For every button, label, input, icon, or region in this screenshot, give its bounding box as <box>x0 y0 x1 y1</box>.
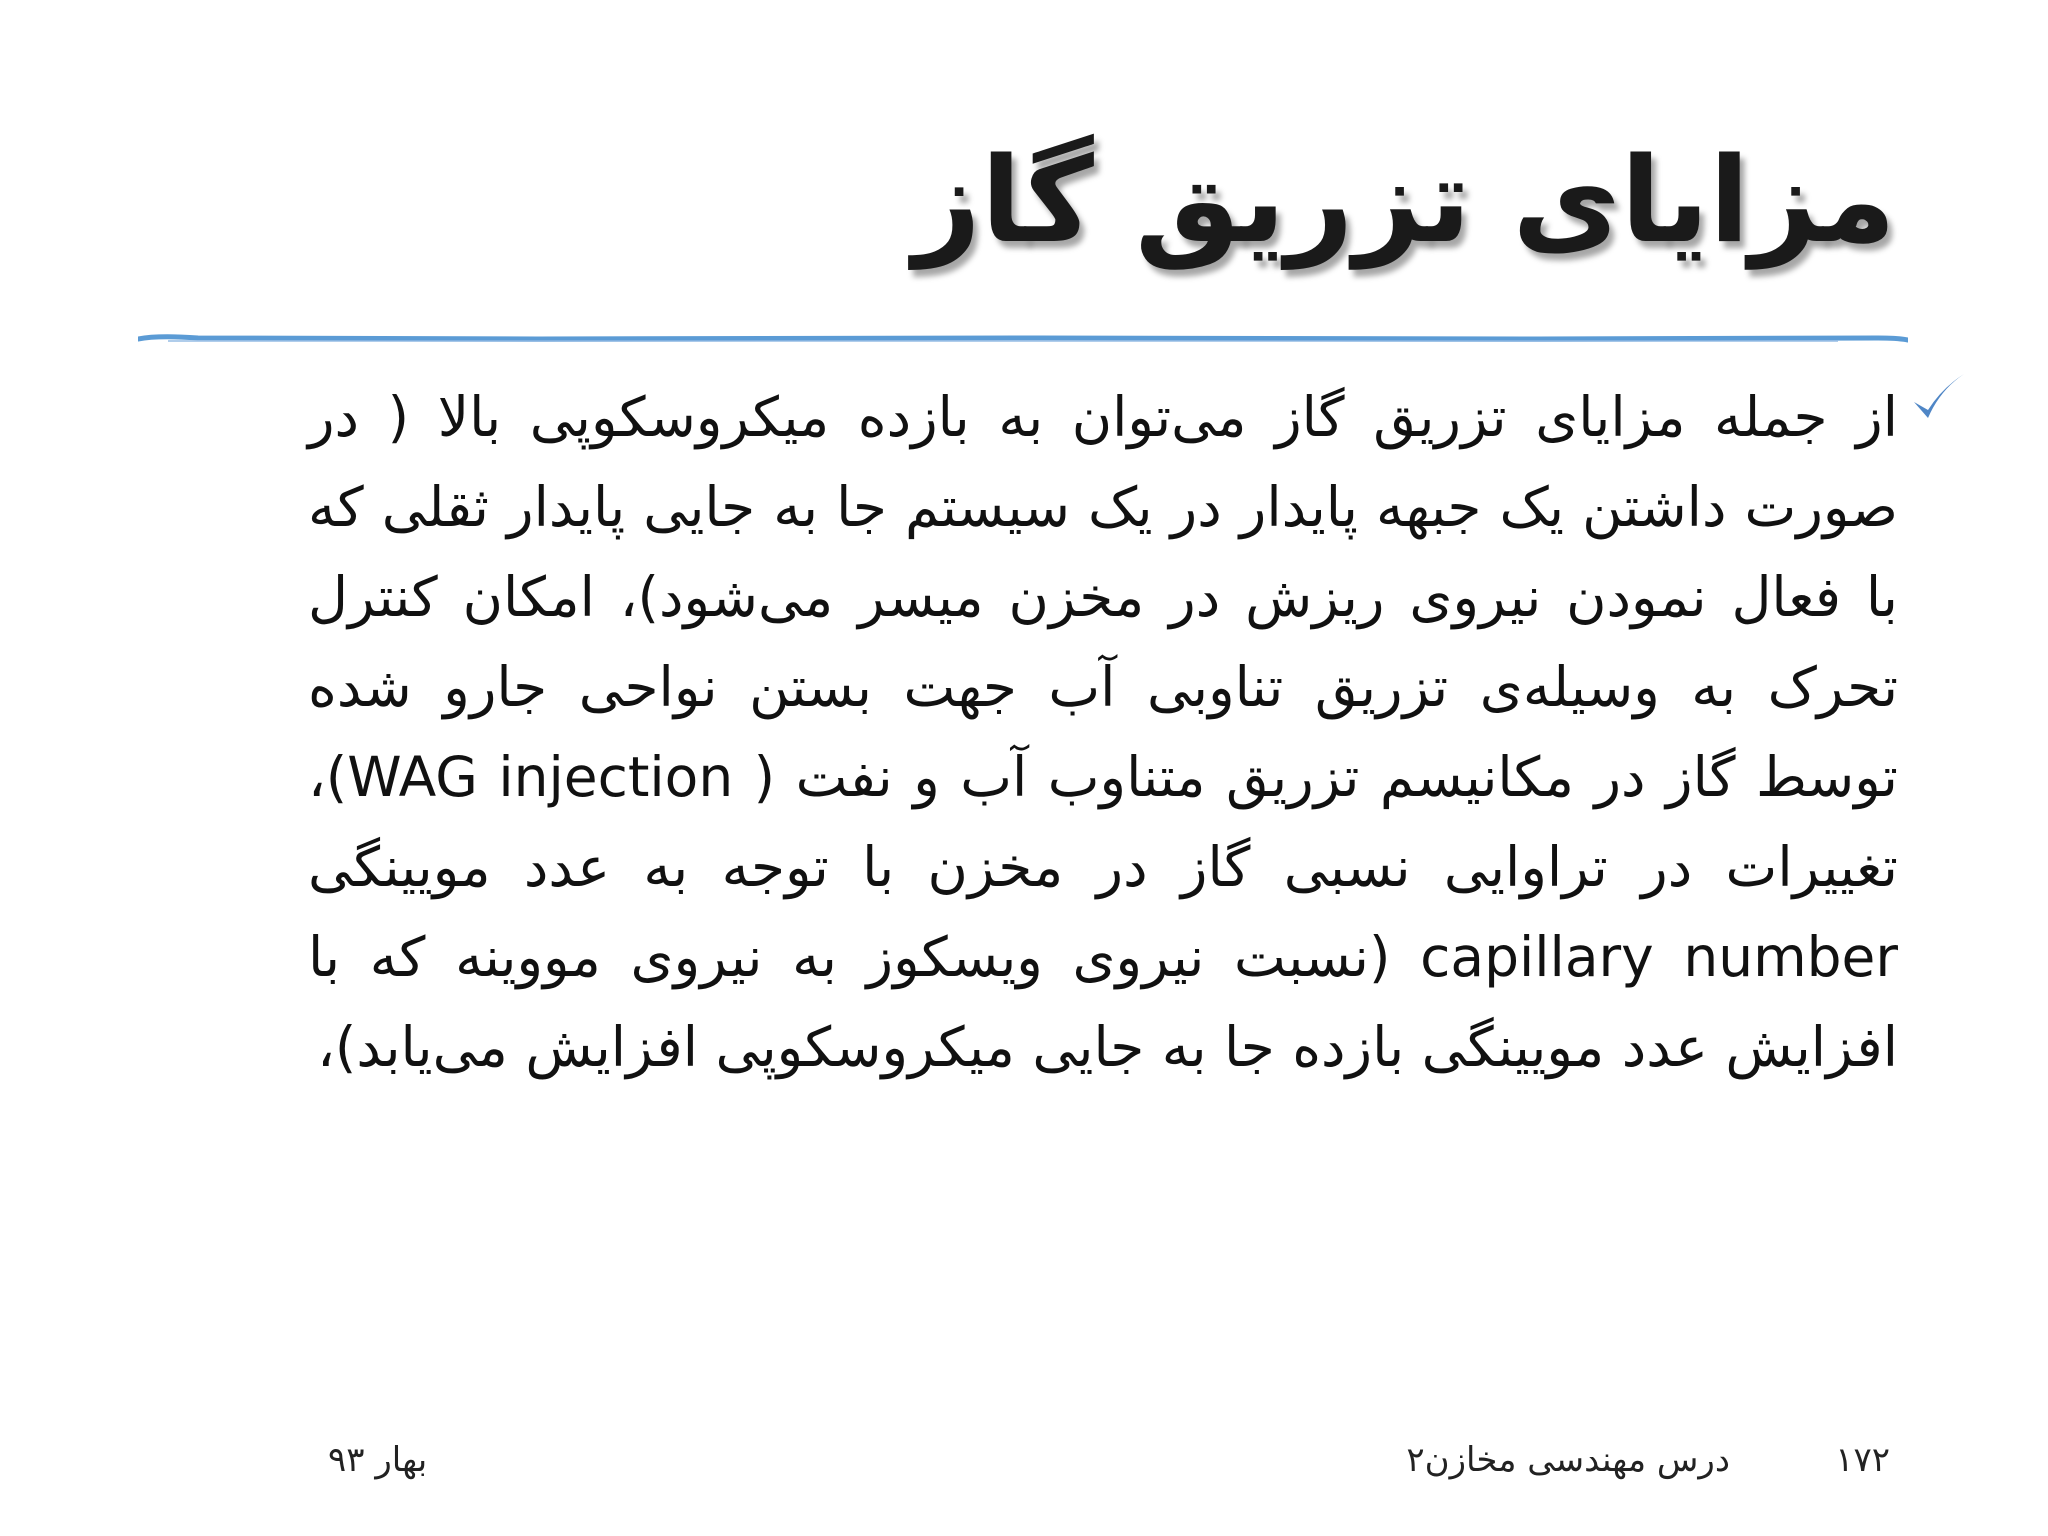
slide-body: از جمله مزایای تزریق گاز می‌توان به بازده میکروسکوپی بالا ( در صورت داشتن یک جبهه پایدار در یک سیستم جا به جایی پایدار ثقلی که با فعال نمودن نیروی ریزش در مخزن میسر می‌شود)، امکان کنترل تحرک به وسیله‌ی تزریق تناوبی آب جهت بستن نواحی جارو شده توسط گاز در مکانیسم تزریق متناوب آب و نفت ( WAG injection)، تغییرات در تراوایی نسبی گاز در مخزن با توجه به عدد مویینگی capillary number (نسبت نیروی ویسکوز به نیروی مووینه که با افزایش عدد مویینگی بازده جا به جایی میکروسکوپی افزایش می‌یابد)، <box>308 385 1899 1079</box>
semester-date: بهار ۹۳ <box>328 1440 428 1480</box>
checkmark-icon <box>1906 368 1968 430</box>
slide-title: مزایای تزریق گاز <box>912 131 1896 269</box>
page-number: ۱۷۲ <box>1835 1440 1890 1480</box>
course-name: درس مهندسی مخازن۲ <box>1406 1440 1730 1480</box>
title-divider <box>138 332 1908 346</box>
